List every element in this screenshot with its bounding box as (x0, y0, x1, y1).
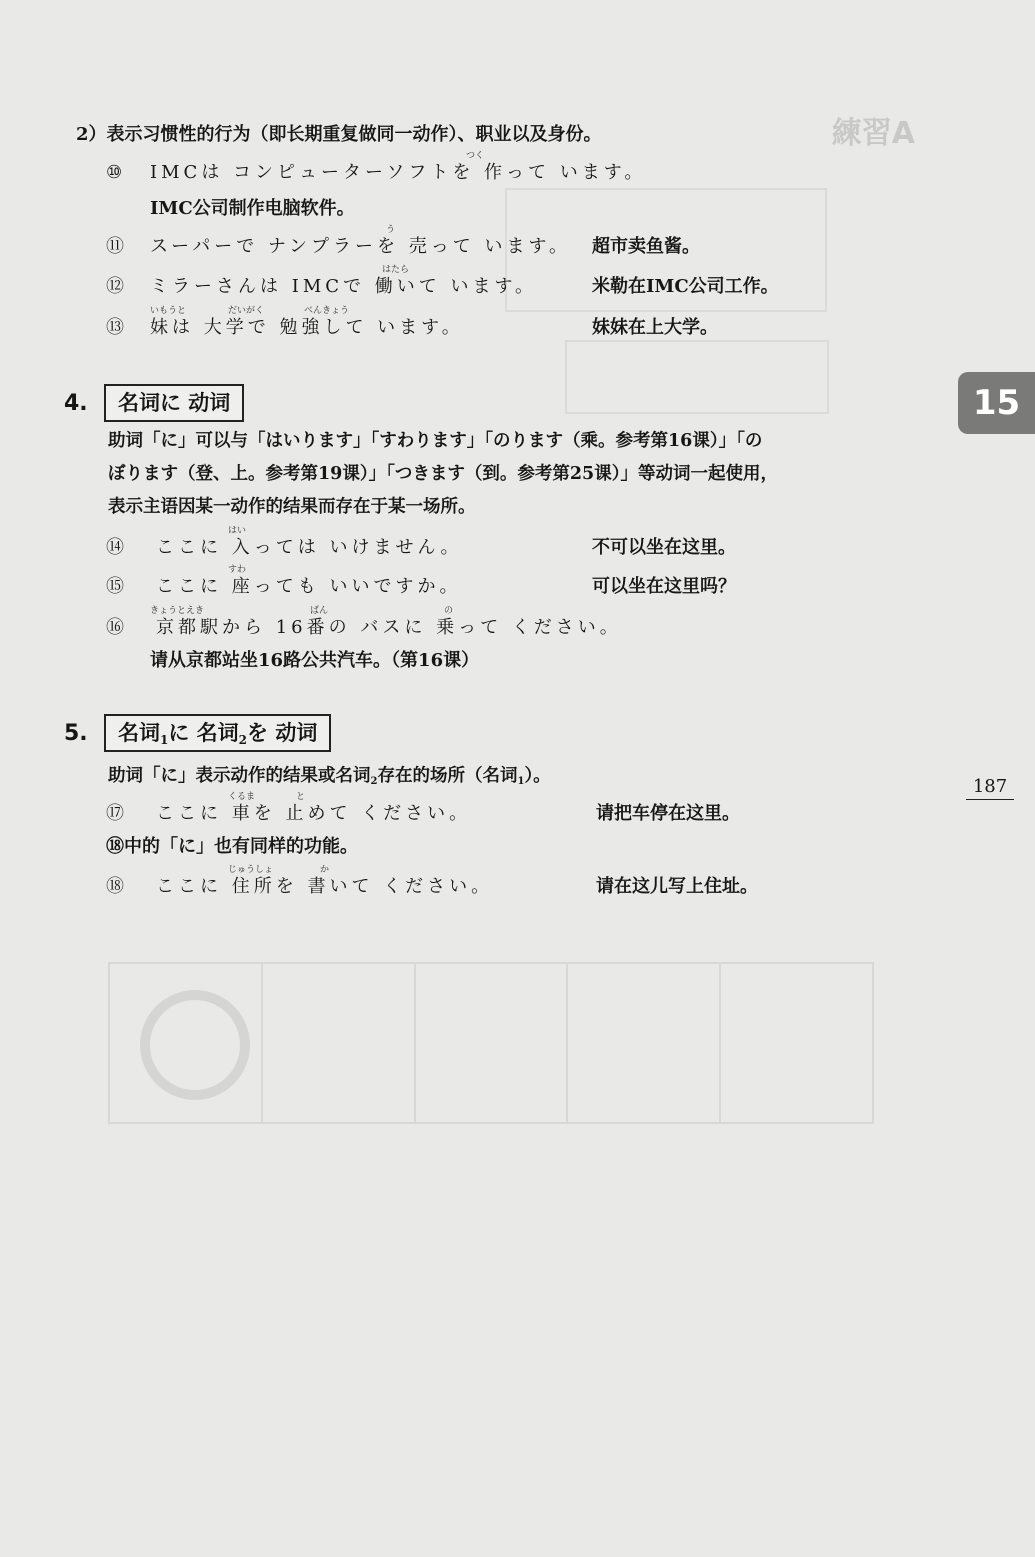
furigana: だいがく (228, 306, 265, 316)
furigana: ばん (310, 606, 329, 616)
example-japanese: 京都駅から 16番の バスに 乗って ください。 (156, 617, 622, 638)
example-japanese: ここに 座っても いいですか。 (156, 576, 462, 597)
example-japanese: ミラーさんは IMCで 働いて います。 (150, 276, 538, 297)
page-number: 187 (966, 776, 1014, 800)
furigana: すわ (228, 565, 247, 575)
body-text: 存在的场所（名词 (377, 766, 518, 786)
section-title: を 动词 (247, 720, 318, 745)
example-japanese: IMCは コンピューターソフトを 作って います。 (150, 162, 647, 183)
example-number: ⑪ (106, 236, 124, 257)
example-number: ⑭ (106, 537, 124, 558)
example-translation: 妹妹在上大学。 (592, 317, 718, 338)
section-body (108, 765, 551, 793)
body-text: 助词「に」表示动作的结果或名词 (108, 766, 371, 786)
subscript: 2 (370, 776, 378, 787)
furigana: と (296, 792, 306, 802)
section-title-box (104, 714, 331, 752)
example-number: ⑮ (106, 576, 124, 597)
section-title: 名词 (118, 720, 160, 745)
example-japanese: ここに 車を 止めて ください。 (156, 803, 472, 824)
bleed-through-circle (140, 990, 250, 1100)
subscript: 1 (160, 733, 169, 747)
furigana: はたら (382, 265, 410, 275)
example-translation: 可以坐在这里吗？ (592, 576, 736, 597)
furigana: じゅうしょ (228, 865, 274, 875)
example-translation: 超市卖鱼酱。 (592, 236, 700, 257)
furigana: くるま (228, 792, 256, 802)
section-number: 4. (64, 391, 88, 416)
example-translation: 请在这儿写上住址。 (596, 876, 758, 897)
example-number: ⑬ (106, 317, 124, 338)
furigana: はい (228, 526, 247, 536)
example-translation: 请从京都站坐16路公共汽车。（第16课） (150, 650, 480, 671)
bleed-through-title: 練習A (831, 116, 915, 151)
body-text: ）。 (524, 766, 551, 786)
body-line: 助词「に」可以与「はいります」「すわります」「のります（乘。参考第16课）」「の (108, 431, 763, 451)
example-number: ⑫ (106, 276, 124, 297)
example-japanese: 妹は 大学で 勉強して います。 (150, 317, 464, 338)
furigana: か (320, 865, 330, 875)
furigana: の (444, 606, 454, 616)
furigana: う (386, 225, 396, 235)
example-japanese: ここに 入っては いけません。 (156, 537, 463, 558)
bleed-through-illustration (565, 340, 829, 414)
example-translation: IMC公司制作电脑软件。 (150, 198, 355, 219)
section-number: 5. (64, 721, 88, 746)
section-body (108, 425, 913, 524)
section-title-box (104, 384, 244, 422)
example-number: ⑱ (106, 876, 124, 897)
example-note: ⑱中的「に」也有同样的功能。 (106, 836, 358, 857)
example-translation: 请把车停在这里。 (596, 803, 740, 824)
lesson-tab: 15 (958, 372, 1035, 434)
example-translation: 米勒在IMC公司工作。 (592, 276, 779, 297)
example-japanese: スーパーで ナンプラーを 売って います。 (150, 236, 572, 257)
body-line: ぼります（登、上。参考第19课）」「つきます（到。参考第25课）」等动词一起使用， (108, 464, 778, 484)
example-number: ⑰ (106, 803, 124, 824)
subsection-heading: 2）表示习惯性的行为（即长期重复做同一动作）、职业以及身份。 (76, 124, 602, 145)
furigana: きょうとえき (150, 606, 205, 616)
example-japanese: ここに 住所を 書いて ください。 (156, 876, 494, 897)
body-line: 表示主语因某一动作的结果而存在于某一场所。 (108, 497, 476, 517)
example-number: ⑩ (106, 162, 123, 183)
section-title: 名词に 动词 (118, 390, 231, 415)
furigana: つく (466, 151, 485, 161)
subscript: 1 (517, 776, 525, 787)
example-translation: 不可以坐在这里。 (592, 537, 736, 558)
furigana: べんきょう (304, 306, 350, 316)
section-title: に 名词 (168, 720, 239, 745)
example-number: ⑯ (106, 617, 124, 638)
furigana: いもうと (150, 306, 187, 316)
subscript: 2 (238, 733, 248, 747)
